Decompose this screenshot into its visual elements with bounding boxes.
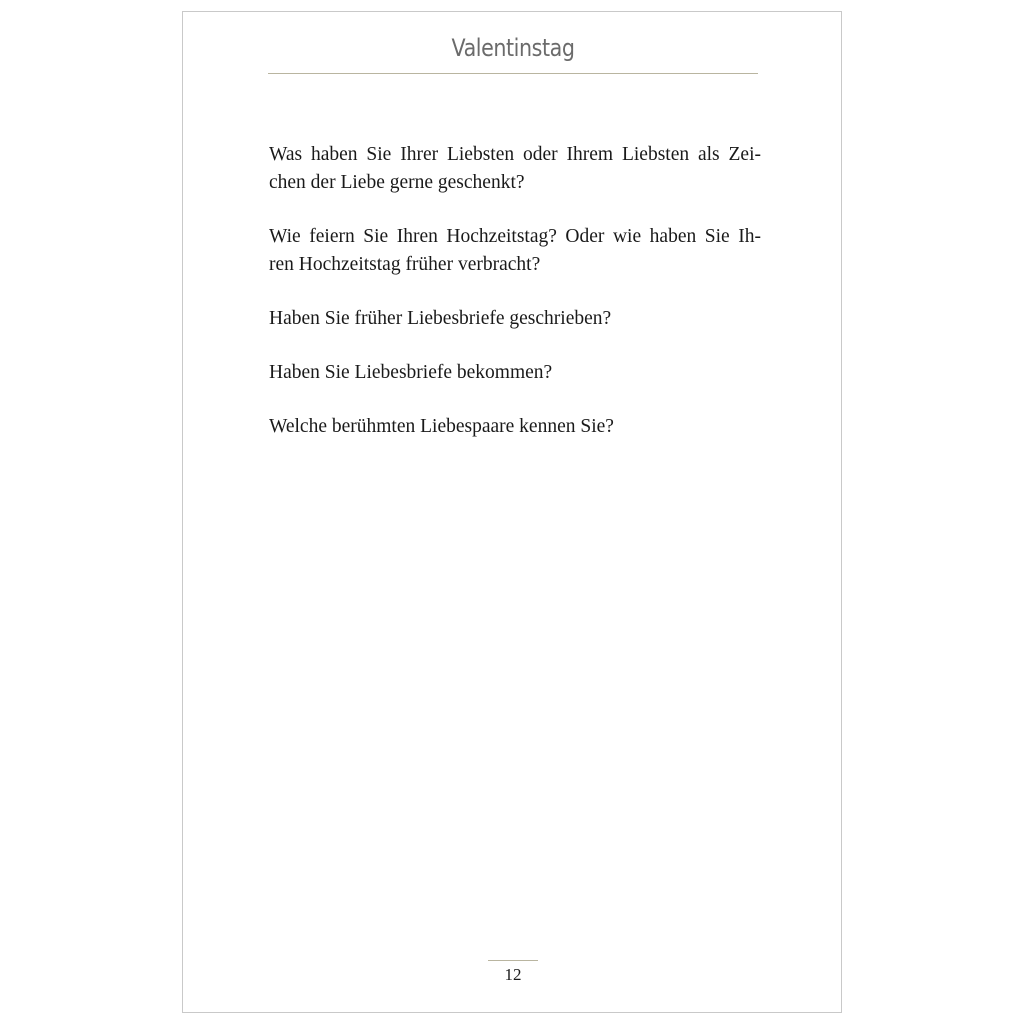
- question-list: [269, 141, 761, 467]
- question-line: Haben Sie Liebesbriefe bekommen?: [269, 362, 553, 383]
- question-item: [269, 413, 761, 441]
- book-page: [182, 11, 842, 1013]
- page-number: 12: [504, 965, 522, 984]
- header-divider: [268, 73, 758, 74]
- footer-divider: [488, 960, 538, 961]
- question-line: chen der Liebe gerne geschenkt?: [269, 172, 525, 193]
- question-line: Welche berühmten Liebespaare kennen Sie?: [269, 416, 614, 437]
- question-line: ren Hochzeitstag früher verbracht?: [269, 254, 541, 275]
- question-item: [269, 223, 761, 279]
- question-item: [269, 141, 761, 197]
- question-line: Wie feiern Sie Ihren Hochzeitstag? Oder wie haben Sie Ih-: [269, 226, 761, 247]
- question-item: [269, 359, 761, 387]
- page-header-title: Valentinstag: [451, 34, 575, 62]
- question-line: Haben Sie früher Liebesbriefe geschrieben?: [269, 308, 612, 329]
- question-line: Was haben Sie Ihrer Liebsten oder Ihrem Liebsten als Zei-: [269, 144, 761, 165]
- question-item: [269, 305, 761, 333]
